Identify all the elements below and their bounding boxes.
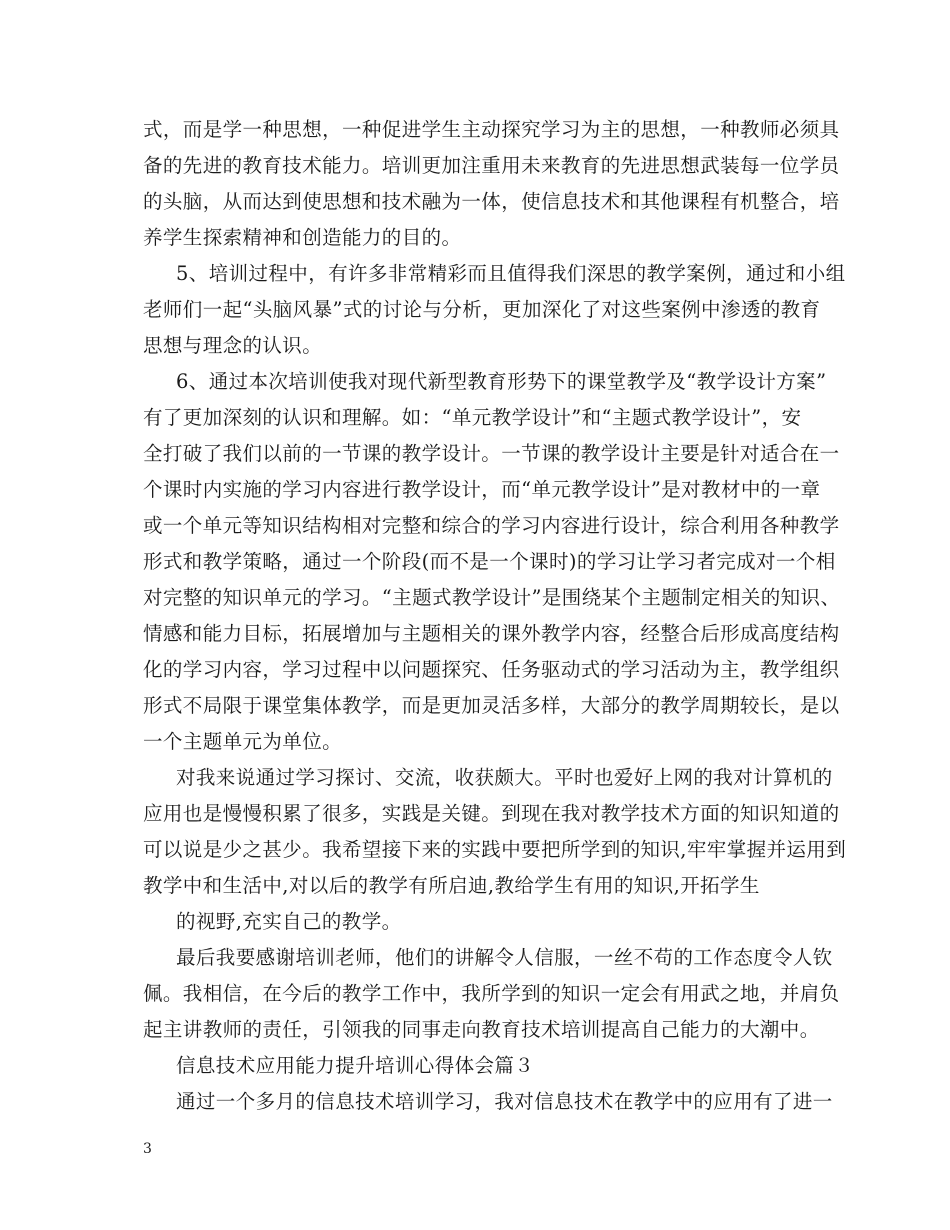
- text-line: 个课时内实施的学习内容进行教学设计，而“单元教学设计”是对教材中的一章: [143, 478, 821, 501]
- text-line: 5、培训过程中，有许多非常精彩而且值得我们深思的教学案例，通过和小组: [176, 262, 846, 285]
- text-line: 教学中和生活中,对以后的教学有所启迪,教给学生有用的知识,开拓学生: [143, 874, 760, 897]
- text-line: 思想与理念的认识。: [143, 334, 323, 357]
- text-line: 有了更加深刻的认识和理解。如：“单元教学设计”和“主题式教学设计”，安: [143, 406, 802, 429]
- text-line: 或一个单元等知识结构相对完整和综合的学习内容进行设计，综合利用各种教学: [143, 514, 840, 537]
- text-line: 式，而是学一种思想，一种促进学生主动探究学习为主的思想，一种教师必须具: [143, 118, 840, 141]
- text-line: 对我来说通过学习探讨、交流，收获颇大。平时也爱好上网的我对计算机的: [176, 766, 833, 789]
- text-line: 情感和能力目标，拓展增加与主题相关的课外教学内容，经整合后形成高度结构: [143, 622, 840, 645]
- text-line: 通过一个多月的信息技术培训学习，我对信息技术在教学中的应用有了进一: [176, 1090, 833, 1113]
- page-number: 3: [143, 1141, 152, 1157]
- text-line: 一个主题单元为单位。: [143, 730, 343, 753]
- text-line: 的头脑，从而达到使思想和技术融为一体，使信息技术和其他课程有机整合，培: [143, 190, 840, 213]
- text-line: 备的先进的教育技术能力。培训更加注重用未来教育的先进思想武装每一位学员: [143, 154, 840, 177]
- text-line: 起主讲教师的责任，引领我的同事走向教育技术培训提高自己能力的大潮中。: [143, 1018, 820, 1041]
- text-line: 全打破了我们以前的一节课的教学设计。一节课的教学设计主要是针对适合在一: [143, 442, 840, 465]
- text-line: 6、通过本次培训使我对现代新型教育形势下的课堂教学及“教学设计方案”: [176, 370, 827, 393]
- text-line: 的视野,充实自己的教学。: [176, 910, 402, 933]
- text-line: 形式和教学策略，通过一个阶段(而不是一个课时)的学习让学习者完成对一个相: [143, 550, 836, 573]
- text-line: 佩。我相信，在今后的教学工作中，我所学到的知识一定会有用武之地，并肩负: [143, 982, 840, 1005]
- text-line: 形式不局限于课堂集体教学，而是更加灵活多样，大部分的教学周期较长，是以: [143, 694, 840, 717]
- text-line: 应用也是慢慢积累了很多，实践是关键。到现在我对教学技术方面的知识知道的: [143, 802, 840, 825]
- text-line: 养学生探索精神和创造能力的目的。: [143, 226, 462, 249]
- text-line: 最后我要感谢培训老师，他们的讲解令人信服，一丝不苟的工作态度令人钦: [176, 946, 833, 969]
- text-line: 老师们一起“头脑风暴”式的讨论与分析，更加深化了对这些案例中渗透的教育: [143, 298, 821, 321]
- text-line: 化的学习内容，学习过程中以问题探究、任务驱动式的学习活动为主，教学组织: [143, 658, 840, 681]
- text-line: 可以说是少之甚少。我希望接下来的实践中要把所学到的知识,牢牢掌握并运用到: [143, 838, 847, 861]
- text-line: 对完整的知识单元的学习。“主题式教学设计”是围绕某个主题制定相关的知识、: [143, 586, 841, 609]
- section-heading: 信息技术应用能力提升培训心得体会篇３: [176, 1054, 535, 1077]
